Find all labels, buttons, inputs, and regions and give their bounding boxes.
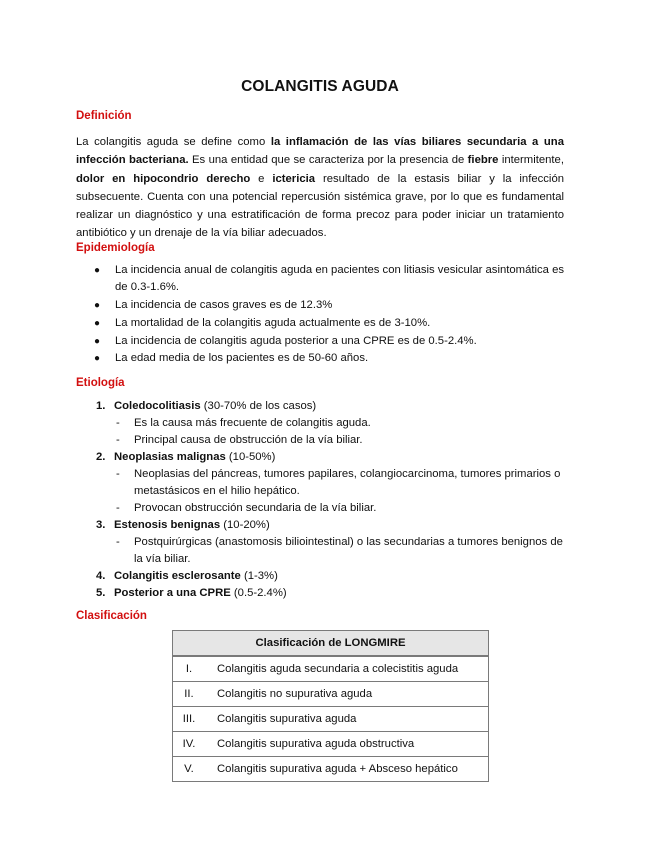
- sub-item-text: Es la causa más frecuente de colangitis aguda.: [134, 417, 371, 429]
- sub-item: [114, 466, 564, 500]
- bullet-icon: ●: [94, 353, 101, 365]
- bullet-icon: ●: [94, 265, 101, 276]
- longmire-table: [172, 630, 489, 782]
- classification-description: Colangitis aguda secundaria a colecistitis aguda: [209, 656, 489, 682]
- list-item-text: La incidencia anual de colangitis aguda en pacientes con litiasis vesicular asintomática es de 0.3-1.6%.: [115, 264, 565, 294]
- roman-numeral: III.: [173, 707, 210, 732]
- bullet-icon: ●: [94, 335, 101, 347]
- definicion-segment: La colangitis aguda se define como: [76, 136, 271, 148]
- item-detail: (10-50%): [225, 451, 276, 463]
- sub-item-text: Postquirúrgicas (anastomosis biliointestinal) o las secundarias a tumores benignos de la vía biliar.: [134, 536, 563, 565]
- sub-item: [114, 415, 564, 432]
- list-item-text: La edad media de los pacientes es de 50-60 años.: [115, 352, 369, 365]
- item-detail: (0.5-2.4%): [230, 587, 287, 599]
- item-number: 2.: [96, 451, 106, 463]
- definicion-segment-bold: dolor en hipocondrio derecho: [76, 172, 251, 185]
- heading-definicion: Definición: [76, 110, 132, 122]
- list-item-text: La incidencia de colangitis aguda posterior a una CPRE es de 0.5-2.4%.: [115, 334, 477, 347]
- dash-icon: -: [116, 502, 120, 514]
- roman-numeral: II.: [173, 682, 210, 707]
- list-item-text: La mortalidad de la colangitis aguda actualmente es de 3-10%.: [115, 316, 431, 329]
- item-name: Coledocolitiasis: [114, 400, 201, 412]
- list-item: [76, 297, 564, 314]
- list-item: [76, 350, 564, 367]
- heading-epidemiologia: Epidemiología: [76, 242, 155, 254]
- dash-icon: -: [116, 468, 120, 480]
- item-name: Colangitis esclerosante: [114, 570, 241, 582]
- sub-item-text: Provocan obstrucción secundaria de la vía biliar.: [134, 502, 377, 514]
- definicion-segment: e: [250, 172, 273, 185]
- definicion-segment-bold: la inflamación de las vías biliares secundaria a una infección bacteriana.: [76, 136, 564, 167]
- definicion-segment: intermitente,: [498, 154, 564, 167]
- item-number: 4.: [96, 570, 106, 582]
- table-row: [173, 707, 489, 732]
- etiologia-item: [76, 398, 564, 449]
- table-row: [173, 757, 489, 782]
- table-row: [173, 682, 489, 707]
- classification-description: Colangitis supurativa aguda + Absceso hepático: [209, 757, 489, 782]
- definicion-segment-bold: fiebre: [467, 154, 499, 167]
- heading-etiologia: Etiología: [76, 377, 125, 389]
- sub-item: [114, 500, 564, 517]
- item-name: Neoplasias malignas: [114, 451, 226, 463]
- sub-item: [114, 432, 564, 449]
- dash-icon: -: [116, 536, 120, 548]
- epidemiologia-list: [76, 262, 564, 368]
- sub-item-text: Principal causa de obstrucción de la vía biliar.: [134, 434, 363, 446]
- bullet-icon: ●: [94, 317, 101, 329]
- classification-description: Colangitis supurativa aguda: [209, 707, 489, 732]
- sub-item: [114, 534, 564, 568]
- table-header-row: [173, 631, 489, 657]
- roman-numeral: I.: [173, 656, 210, 682]
- item-detail: (10-20%): [220, 519, 270, 531]
- classification-description: Colangitis supurativa aguda obstructiva: [209, 732, 489, 757]
- dash-icon: -: [116, 434, 120, 446]
- list-item: [76, 262, 564, 297]
- etiologia-item: [76, 449, 564, 517]
- item-number: 3.: [96, 519, 106, 531]
- etiologia-item: [76, 517, 564, 568]
- table-header: Clasificación de LONGMIRE: [173, 631, 489, 657]
- classification-description: Colangitis no supurativa aguda: [209, 682, 489, 707]
- table-row: [173, 732, 489, 757]
- list-item: [76, 315, 564, 332]
- etiologia-item: [76, 585, 564, 602]
- bullet-icon: ●: [94, 300, 101, 312]
- etiologia-item: [76, 568, 564, 585]
- sub-item-text: Neoplasias del páncreas, tumores papilares, colangiocarcinoma, tumores primarios o metastásicos en el hilio hepático.: [134, 468, 561, 497]
- item-name: Posterior a una CPRE: [114, 587, 231, 599]
- sub-list: [114, 466, 564, 517]
- item-detail: (30-70% de los casos): [200, 400, 317, 412]
- sub-list: [114, 534, 564, 568]
- dash-icon: -: [116, 417, 120, 429]
- list-item: [76, 333, 564, 350]
- item-number: 5.: [96, 587, 106, 599]
- heading-clasificacion: Clasificación: [76, 610, 147, 622]
- definicion-segment: resultado de la estasis biliar y la infección subsecuente. Cuenta con una potencial repercusión sistémica grave, por lo que es fundamental realizar un diagnóstico y una estratificación de forma precoz para poder iniciar un tratamiento antibiótico y un drenaje de la vía biliar adecuados.: [76, 172, 565, 240]
- item-number: 1.: [96, 400, 106, 412]
- roman-numeral: V.: [173, 757, 210, 782]
- document-title: COLANGITIS AGUDA: [241, 78, 399, 95]
- definicion-paragraph: [76, 133, 564, 243]
- item-detail: (1-3%): [240, 570, 278, 582]
- list-item-text: La incidencia de casos graves es de 12.3%: [115, 299, 333, 312]
- sub-list: [114, 415, 564, 449]
- table-row: [173, 656, 489, 682]
- etiologia-list: [76, 398, 564, 602]
- item-name: Estenosis benignas: [114, 519, 221, 531]
- roman-numeral: IV.: [173, 732, 210, 757]
- definicion-segment: Es una entidad que se caracteriza por la presencia de: [188, 154, 468, 167]
- definicion-segment-bold: ictericia: [272, 172, 316, 185]
